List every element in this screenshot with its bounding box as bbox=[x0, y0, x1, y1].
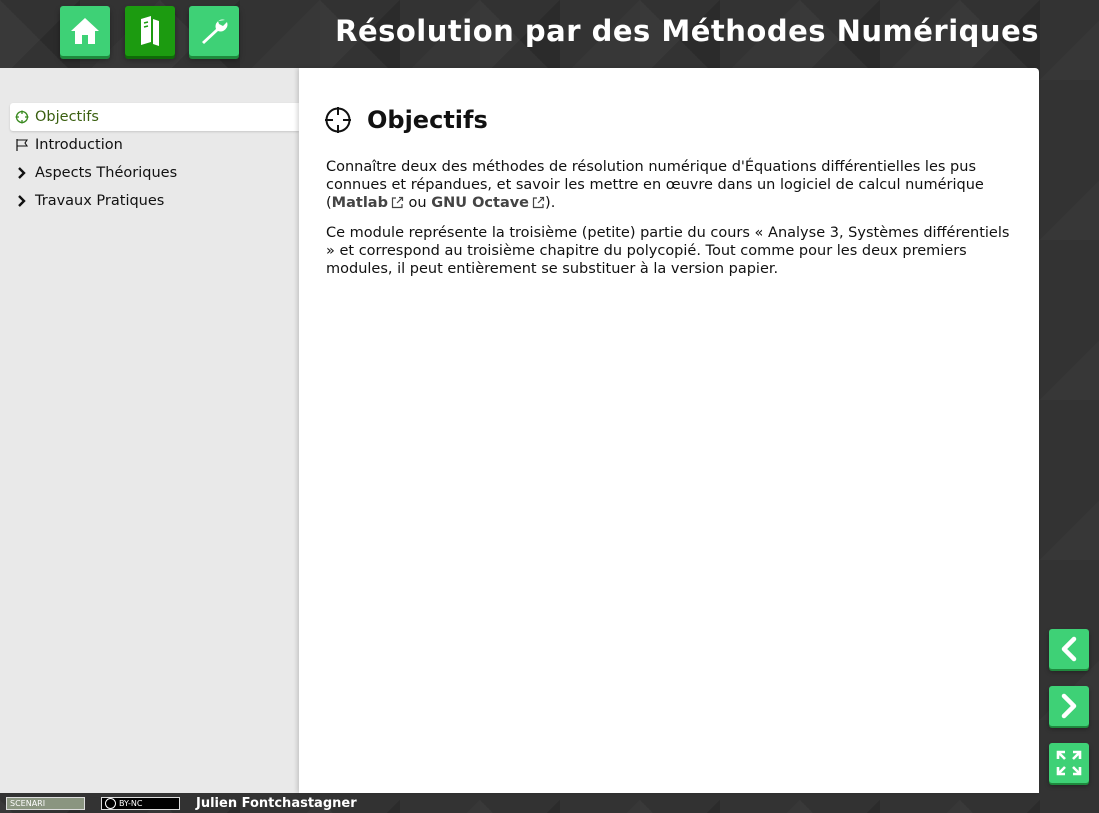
section-heading bbox=[324, 106, 488, 134]
paragraph-module: Ce module représente la troisième (petite) partie du cours « Analyse 3, Systèmes différentiels » et correspond au troisième chapitre du polycopié. Tout comme pour les deux premiers modules, il peut entièrement se substituer à la version papier. bbox=[326, 225, 1010, 277]
gnu-octave-link[interactable] bbox=[431, 195, 545, 211]
previous-page-button[interactable] bbox=[1049, 629, 1089, 669]
sidebar-item-objectifs[interactable] bbox=[10, 103, 299, 131]
fullscreen-button[interactable] bbox=[1049, 743, 1089, 783]
external-link-icon bbox=[532, 196, 545, 209]
sidebar bbox=[0, 68, 299, 793]
content-panel bbox=[299, 68, 1039, 793]
cc-icon bbox=[105, 798, 116, 809]
book-button[interactable] bbox=[125, 6, 175, 56]
sidebar-item-introduction[interactable] bbox=[10, 131, 299, 159]
expand-icon bbox=[1056, 750, 1082, 776]
chevron-left-icon bbox=[1058, 636, 1080, 662]
page-title: Objectifs bbox=[367, 106, 488, 134]
paragraph-text: ). bbox=[545, 195, 556, 211]
header-bar bbox=[0, 0, 1099, 68]
content-body bbox=[326, 158, 1016, 290]
paragraph-text: Connaître deux des méthodes de résolution numérique d'Équations différentielles les pus connues et répandues, et savoir les mettre en œuvre dans un logiciel de calcul numérique ( bbox=[326, 159, 984, 211]
footer-bar bbox=[0, 793, 1099, 813]
target-icon bbox=[13, 108, 31, 126]
scenari-logo[interactable] bbox=[6, 797, 85, 810]
book-icon bbox=[138, 15, 162, 47]
author-name: Julien Fontchastagner bbox=[196, 795, 357, 811]
scenari-label: SCENARI bbox=[10, 798, 46, 808]
wrench-icon bbox=[199, 16, 229, 46]
table-of-contents bbox=[10, 103, 299, 215]
sidebar-item-travaux-pratiques[interactable] bbox=[10, 187, 299, 215]
target-icon bbox=[324, 106, 352, 134]
next-page-button[interactable] bbox=[1049, 686, 1089, 726]
link-label: Matlab bbox=[331, 195, 388, 211]
sidebar-item-aspects-theoriques[interactable] bbox=[10, 159, 299, 187]
sidebar-item-label: Introduction bbox=[35, 137, 123, 153]
matlab-link[interactable] bbox=[332, 195, 404, 211]
sidebar-item-label: Travaux Pratiques bbox=[35, 193, 165, 209]
link-label: GNU Octave bbox=[431, 195, 530, 211]
page-header-title: Résolution par des Méthodes Numériques bbox=[335, 14, 1039, 48]
chevron-right-icon[interactable] bbox=[13, 164, 31, 182]
paragraph-objectives bbox=[326, 158, 1016, 212]
home-icon bbox=[69, 16, 101, 46]
chevron-right-icon bbox=[1058, 693, 1080, 719]
sidebar-item-label: Objectifs bbox=[35, 109, 99, 125]
paragraph-text: ou bbox=[403, 195, 432, 211]
chevron-right-icon[interactable] bbox=[13, 192, 31, 210]
external-link-icon bbox=[391, 196, 404, 209]
license-badge[interactable] bbox=[101, 797, 180, 810]
tools-button[interactable] bbox=[189, 6, 239, 56]
license-label: BY-NC bbox=[119, 798, 143, 808]
home-button[interactable] bbox=[60, 6, 110, 56]
sidebar-item-label: Aspects Théoriques bbox=[35, 165, 178, 181]
flag-icon bbox=[13, 136, 31, 154]
